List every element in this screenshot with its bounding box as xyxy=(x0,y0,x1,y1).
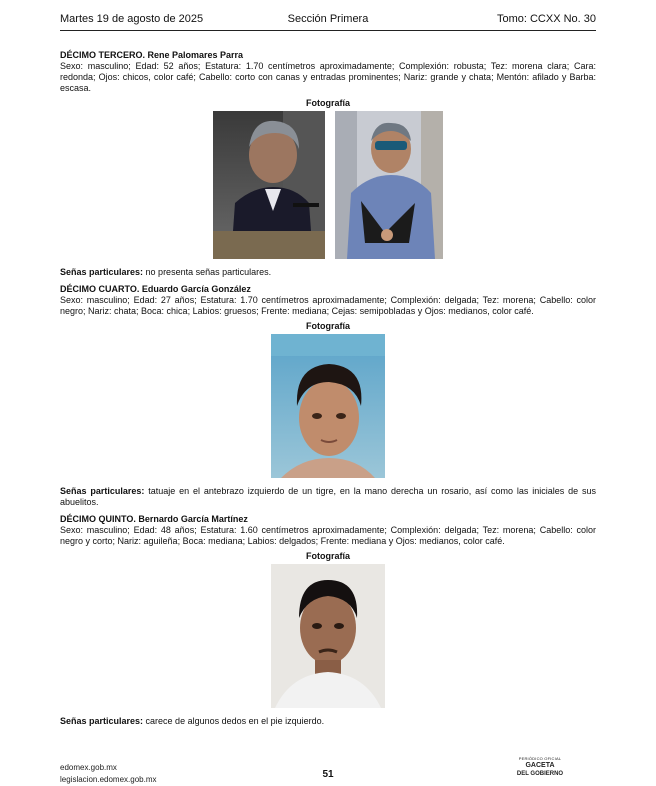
photo-podium xyxy=(213,111,325,259)
logo-line2: GACETA xyxy=(525,762,555,769)
footer-legislacion-link[interactable]: legislacion.edomex.gob.mx xyxy=(60,775,157,784)
senas-particulares xyxy=(60,267,596,278)
photo-label: Fotografía xyxy=(306,551,350,561)
senas-text: no presenta señas particulares. xyxy=(143,267,272,277)
header-date: Martes 19 de agosto de 2025 xyxy=(60,13,204,25)
photo-selfie xyxy=(335,111,443,259)
photo-label: Fotografía xyxy=(306,98,350,108)
senas-text: tatuaje en el antebrazo izquierdo de un tigre, en la mano derecha un rosario, así como las iniciales de sus abuelitos. xyxy=(60,486,596,507)
header-section: Sección Primera xyxy=(287,13,369,25)
senas-particulares xyxy=(60,716,596,727)
page-header xyxy=(60,12,596,31)
entry-title: DÉCIMO TERCERO. Rene Palomares Parra xyxy=(60,50,244,60)
entry-description: Sexo: masculino; Edad: 52 años; Estatura: 1.70 centímetros aproximadamente; Complexión: robusta; Tez: morena clara; Cara: redonda; Ojos: chicos, color café; Cabello: corto con canas y entradas prominentes; Nariz: grande y chata; Mentón: afilado y Barba: escasa. xyxy=(60,61,596,93)
footer-site-link[interactable]: edomex.gob.mx xyxy=(60,763,117,772)
entry-title: DÉCIMO QUINTO. Bernardo García Martínez xyxy=(60,514,248,524)
entry-decimo-cuarto xyxy=(60,284,596,508)
photo-row xyxy=(60,564,596,708)
entry-description: Sexo: masculino; Edad: 48 años; Estatura: 1.60 centímetros aproximadamente; Complexión: delgada; Tez: morena; Cabello: color negro y corto; Nariz: aguileña; Boca: mediana; Labios: delgados; Frente: mediana y Ojos: medianos, color café. xyxy=(60,525,596,546)
entry-decimo-quinto xyxy=(60,514,596,727)
photo-id xyxy=(271,564,385,708)
senas-text: carece de algunos dedos en el pie izquierdo. xyxy=(143,716,325,726)
logo-line1: PERIÓDICO OFICIAL xyxy=(518,756,562,761)
senas-label: Señas particulares: xyxy=(60,267,144,277)
page-number: 51 xyxy=(322,769,334,780)
header-volume: Tomo: CCXX No. 30 xyxy=(496,13,596,25)
senas-label: Señas particulares: xyxy=(60,486,145,496)
senas-particulares xyxy=(60,486,596,508)
photo-label: Fotografía xyxy=(306,321,350,331)
entry-description: Sexo: masculino; Edad: 27 años; Estatura: 1.70 centímetros aproximadamente; Complexión: delgada; Tez: morena; Cabello: color negro; Nariz: chata; Boca: chica; Labios: gruesos; Frente: mediana; Cejas: semipobladas y Ojos: medianos, color café. xyxy=(60,295,596,316)
photo-portrait xyxy=(271,334,385,478)
gaceta-logo xyxy=(510,756,570,778)
entry-decimo-tercero xyxy=(60,50,596,278)
entry-title: DÉCIMO CUARTO. Eduardo García González xyxy=(60,284,251,294)
photo-row xyxy=(60,111,596,259)
photo-row xyxy=(60,334,596,478)
senas-label: Señas particulares: xyxy=(60,716,144,726)
logo-line3: DEL GOBIERNO xyxy=(516,771,564,777)
document-body xyxy=(60,50,596,733)
